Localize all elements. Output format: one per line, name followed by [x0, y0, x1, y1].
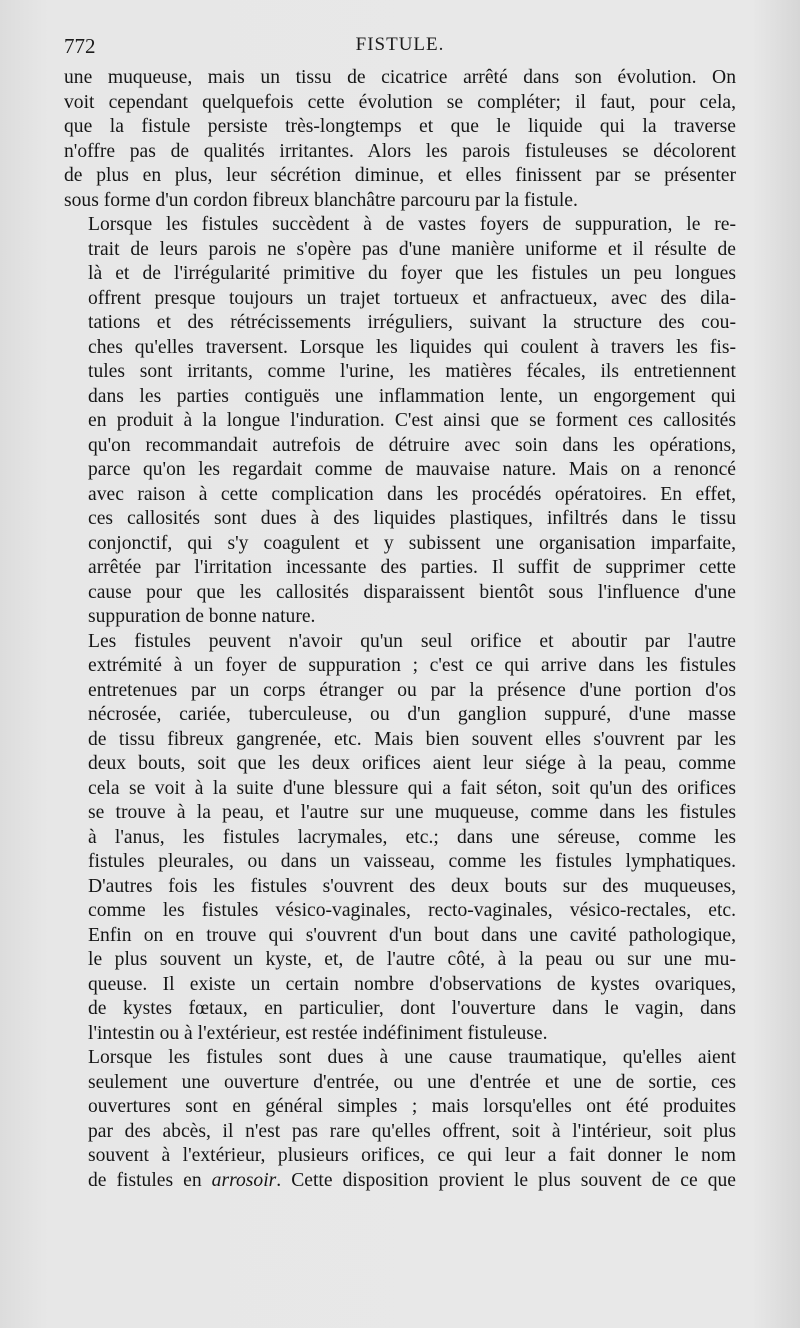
text-line: souvent à l'extérieur, plusieurs orifices, ce qui leur a fait donner le nom	[88, 1145, 736, 1166]
text-line: se trouve à la peau, et l'autre sur une muqueuse, comme dans les fistules	[88, 802, 736, 823]
text-line: arrêtée par l'irritation incessante des parties. Il suffit de supprimer cette	[88, 557, 736, 578]
body-text	[64, 66, 736, 1193]
text-line: cela se voit à la suite d'une blessure qui a fait séton, soit qu'un des orifices	[88, 777, 736, 799]
text-line: ouvertures sont en général simples ; mais lorsqu'elles ont été produites	[88, 1096, 736, 1117]
text-line: de tissu fibreux gangrenée, etc. Mais bien souvent elles s'ouvrent par les	[88, 728, 736, 750]
text-line: que la fistule persiste très-longtemps et que le liquide qui la traverse	[64, 116, 736, 137]
text-line: deux bouts, soit que les deux orifices aient leur siége à la peau, comme	[88, 753, 736, 774]
text-line: tules sont irritants, comme l'urine, les matières fécales, ils entretiennent	[88, 361, 736, 382]
text-line: Lorsque les fistules sont dues à une cause traumatique, qu'elles aient	[88, 1047, 736, 1068]
text-line	[64, 1169, 736, 1194]
text-fragment: . Cette disposition provient le plus souvent de ce que	[276, 1169, 736, 1191]
text-line: conjonctif, qui s'y coagulent et y subissent une organisation imparfaite,	[88, 532, 736, 554]
text-line: suppuration de bonne nature.	[88, 606, 316, 627]
paragraph	[64, 1046, 736, 1193]
page-header	[64, 34, 736, 60]
italic-term: arrosoir	[211, 1169, 277, 1191]
text-line: le plus souvent un kyste, et, de l'autre côté, à la peau ou sur une mu-	[88, 949, 736, 970]
text-line: par des abcès, il n'est pas rare qu'elles offrent, soit à l'intérieur, soit plus	[88, 1120, 736, 1142]
running-title: FISTULE.	[355, 34, 445, 55]
text-line: de kystes fœtaux, en particulier, dont l'ouverture dans le vagin, dans	[88, 998, 736, 1019]
text-line: ches qu'elles traversent. Lorsque les liquides qui coulent à travers les fis-	[88, 336, 736, 358]
text-line: une muqueuse, mais un tissu de cicatrice arrêté dans son évolution. On	[64, 67, 736, 88]
text-line: tations et des rétrécissements irréguliers, suivant la structure des cou-	[88, 312, 736, 333]
text-line: Enfin on en trouve qui s'ouvrent d'un bout dans une cavité pathologique,	[88, 924, 736, 946]
text-line: extrémité à un foyer de suppuration ; c'est ce qui arrive dans les fistules	[88, 655, 736, 676]
text-line: de plus en plus, leur sécrétion diminue, et elles finissent par se présenter	[64, 165, 736, 186]
text-line: Les fistules peuvent n'avoir qu'un seul orifice et aboutir par l'autre	[88, 630, 736, 652]
text-line: ces callosités sont dues à des liquides plastiques, infiltrés dans le tissu	[88, 508, 736, 529]
paragraph	[64, 213, 736, 630]
text-line: entretenues par un corps étranger ou par la présence d'une portion d'os	[88, 679, 736, 701]
text-line: voit cependant quelquefois cette évolution se compléter; il faut, pour cela,	[64, 91, 736, 113]
text-line: à l'anus, les fistules lacrymales, etc.; dans une séreuse, comme les	[88, 826, 736, 848]
text-line: fistules pleurales, ou dans un vaisseau, comme les fistules lymphatiques.	[88, 851, 736, 872]
text-line: Lorsque les fistules succèdent à de vastes foyers de suppuration, le re-	[88, 214, 736, 235]
text-line: dans les parties contiguës une inflammation lente, un engorgement qui	[88, 385, 736, 407]
text-fragment: de fistules en	[88, 1169, 212, 1191]
text-line: sous forme d'un cordon fibreux blanchâtre parcouru par la fistule.	[64, 189, 578, 211]
text-line: queuse. Il existe un certain nombre d'observations de kystes ovariques,	[88, 973, 736, 995]
text-line: comme les fistules vésico-vaginales, recto-vaginales, vésico-rectales, etc.	[88, 900, 736, 921]
text-line: cause pour que les callosités disparaissent bientôt sous l'influence d'une	[88, 581, 736, 603]
text-line: n'offre pas de qualités irritantes. Alors les parois fistuleuses se décolorent	[64, 140, 736, 162]
text-line: en produit à la longue l'induration. C'est ainsi que se forment ces callosités	[88, 410, 736, 431]
text-line: offrent presque toujours un trajet tortueux et anfractueux, avec des dila-	[88, 287, 736, 309]
text-line: parce qu'on les regardait comme de mauvaise nature. Mais on a renoncé	[88, 459, 736, 480]
text-line: avec raison à cette complication dans les procédés opératoires. En effet,	[88, 483, 736, 505]
text-line: D'autres fois les fistules s'ouvrent des deux bouts sur des muqueuses,	[88, 875, 736, 897]
text-line: l'intestin ou à l'extérieur, est restée indéfiniment fistuleuse.	[88, 1022, 548, 1044]
paragraph	[64, 66, 736, 213]
text-line: là et de l'irrégularité primitive du foyer que les fistules un peu longues	[88, 263, 736, 284]
paragraph	[64, 630, 736, 1047]
text-line: nécrosée, cariée, tuberculeuse, ou d'un ganglion suppuré, d'une masse	[88, 704, 736, 725]
page-number: 772	[64, 34, 96, 58]
text-line: trait de leurs parois ne s'opère pas d'une manière uniforme et il résulte de	[88, 238, 736, 260]
text-line: seulement une ouverture d'entrée, ou une d'entrée et une de sortie, ces	[88, 1071, 736, 1093]
text-line: qu'on recommandait autrefois de détruire avec soin dans les opérations,	[88, 434, 736, 456]
